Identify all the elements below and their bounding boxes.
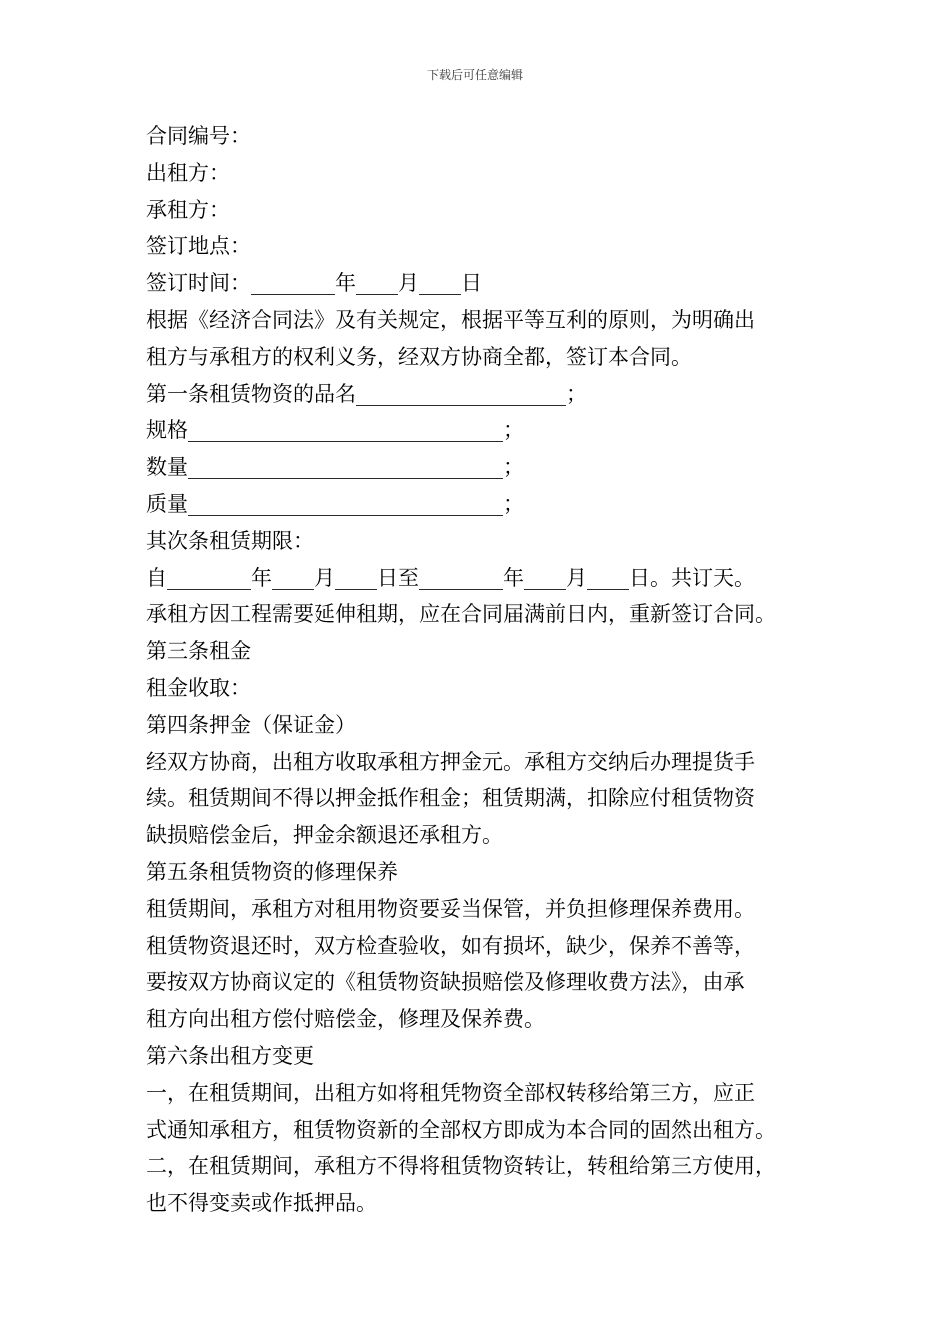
quality-line: 质量______________________________； bbox=[146, 491, 524, 516]
article-4-heading: 第四条押金（保证金） bbox=[146, 712, 356, 737]
lease-period-line: 自________年____月____日至________年____月____日。共订天。 bbox=[146, 565, 755, 590]
lessor-change-line: 一，在租赁期间，出租方如将租凭物资全部权转移给第三方，应正 bbox=[146, 1080, 755, 1105]
maintenance-line: 租赁物资退还时，双方检查验收，如有损坏，缺少，保养不善等， bbox=[146, 933, 755, 958]
download-note: 下载后可任意编辑 bbox=[426, 68, 523, 82]
preamble-line: 租方与承租方的权利义务，经双方协商全都，签订本合同。 bbox=[146, 344, 692, 369]
article-5-heading: 第五条租赁物资的修理保养 bbox=[146, 859, 398, 884]
quantity-line: 数量______________________________； bbox=[146, 455, 524, 480]
maintenance-line: 租方向出租方偿付赔偿金，修理及保养费。 bbox=[146, 1007, 545, 1032]
spec-line: 规格______________________________； bbox=[146, 418, 524, 443]
contract-body bbox=[146, 118, 846, 1222]
signing-date-line: 签订时间：________年____月____日 bbox=[146, 271, 482, 296]
maintenance-line: 租赁期间，承租方对租用物资要妥当保管，并负担修理保养费用。 bbox=[146, 896, 755, 921]
lessor-change-line: 也不得变卖或作抵押品。 bbox=[146, 1191, 377, 1216]
lessee-line: 承租方： bbox=[146, 197, 230, 222]
deposit-line: 缺损赔偿金后，押金余额退还承租方。 bbox=[146, 823, 503, 848]
lessor-line: 出租方： bbox=[146, 160, 230, 185]
lessor-change-line: 二，在租赁期间，承租方不得将租赁物资转让，转租给第三方使用， bbox=[146, 1154, 776, 1179]
contract-number-line: 合同编号： bbox=[146, 124, 251, 148]
article-1-name-line: 第一条租赁物资的品名____________________； bbox=[146, 381, 587, 406]
article-6-heading: 第六条出租方变更 bbox=[146, 1043, 314, 1068]
article-2-heading: 其次条租赁期限： bbox=[146, 528, 314, 553]
lessor-change-line: 式通知承租方，租赁物资新的全部权方即成为本合同的固然出租方。 bbox=[146, 1117, 776, 1142]
deposit-line: 经双方协商，出租方收取承租方押金元。承租方交纳后办理提货手 bbox=[146, 749, 755, 774]
rent-collection-line: 租金收取： bbox=[146, 675, 251, 700]
preamble-line: 根据《经济合同法》及有关规定，根据平等互利的原则，为明确出 bbox=[146, 307, 755, 332]
article-3-heading: 第三条租金 bbox=[146, 639, 251, 664]
signing-place-line: 签订地点： bbox=[146, 234, 251, 259]
maintenance-line: 要按双方协商议定的《租赁物资缺损赔偿及修理收费方法》，由承 bbox=[146, 970, 745, 995]
lease-extension-line: 承租方因工程需要延伸租期，应在合同届满前日内，重新签订合同。 bbox=[146, 602, 776, 627]
deposit-line: 续。租赁期间不得以押金抵作租金；租赁期满，扣除应付租赁物资 bbox=[146, 786, 755, 811]
